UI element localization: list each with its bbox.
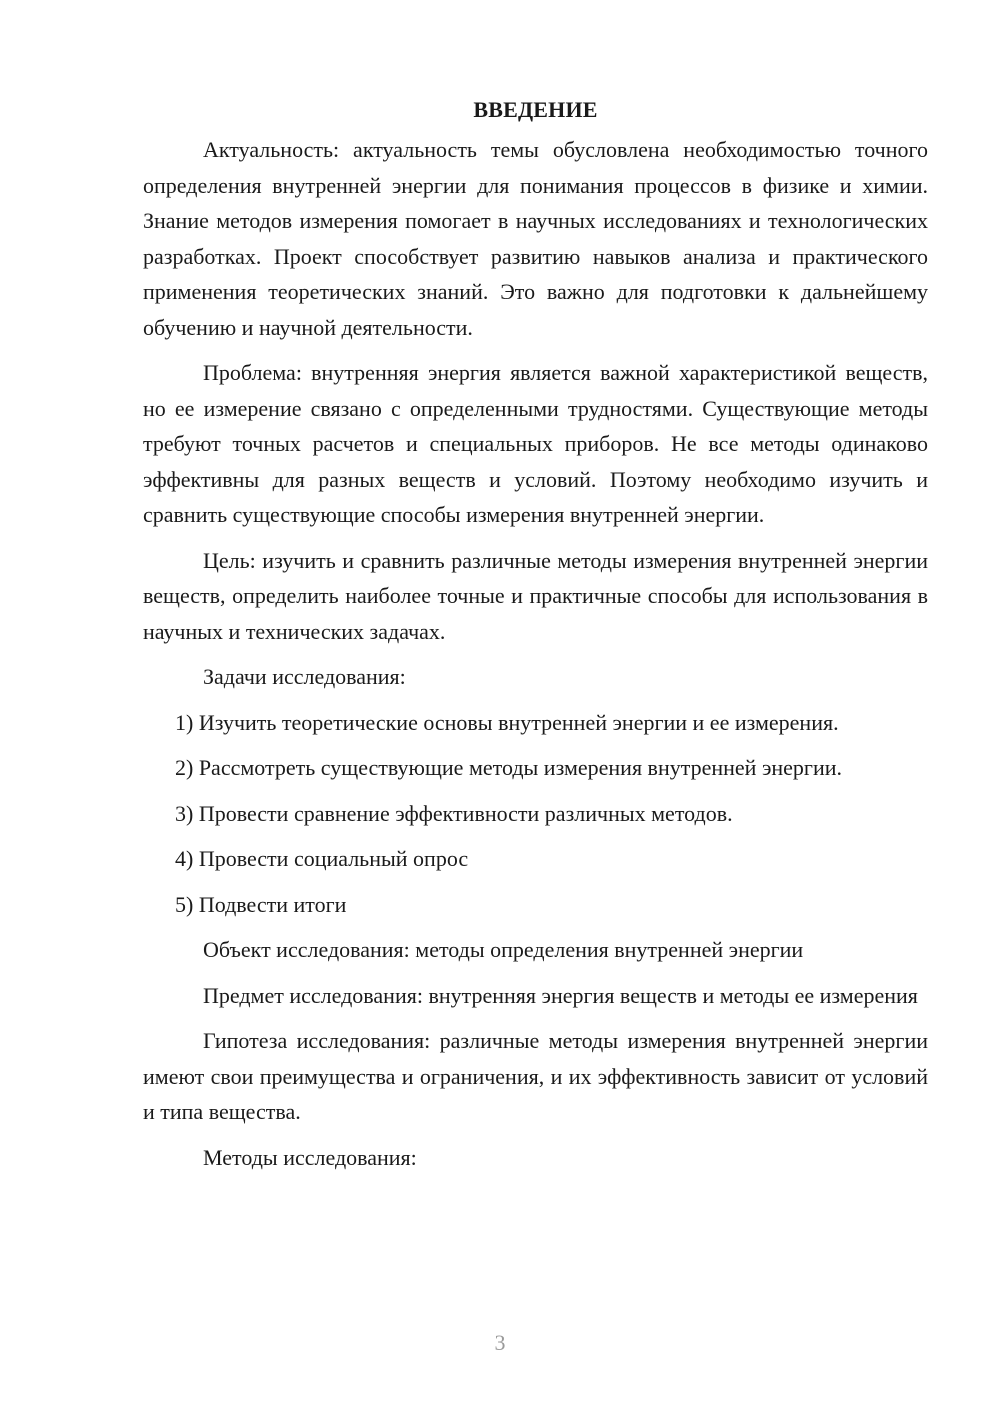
object-paragraph: Объект исследования: методы определения внутренней энергии (203, 937, 804, 962)
task-item: 5) Подвести итоги (175, 891, 347, 917)
tasks-list (143, 705, 928, 923)
problem-paragraph: Проблема: внутренняя энергия является важной характеристикой веществ, но ее измерение связано с определенными трудностями. Существующие методы требуют точных расчетов и специальных приборов. Не все методы одинаково эффективны для разных веществ и условий. Поэтому необходимо изучить и сравнить существующие способы измерения внутренней энергии. (143, 360, 928, 527)
task-item: 4) Провести социальный опрос (175, 846, 469, 871)
hypothesis-paragraph: Гипотеза исследования: различные методы измерения внутренней энергии имеют свои преимущества и ограничения, и их эффективность зависит от условий и типа вещества. (143, 1028, 928, 1124)
document-title: ВВЕДЕНИЕ (473, 97, 598, 122)
document-page (143, 92, 928, 1185)
task-item: 1) Изучить теоретические основы внутренней энергии и ее измерения. (175, 709, 839, 735)
goal-paragraph: Цель: изучить и сравнить различные методы измерения внутренней энергии веществ, определить наиболее точные и практичные способы для использования в научных и технических задачах. (143, 547, 928, 644)
relevance-paragraph: Актуальность: актуальность темы обусловлена необходимостью точного определения внутренней энергии для понимания процессов в физике и химии. Знание методов измерения помогает в научных исследованиях и технологических разработках. Проект способствует развитию навыков анализа и практического применения теоретических знаний. Это важно для подготовки к дальнейшему обучению и научной деятельности. (143, 137, 928, 340)
task-item: 3) Провести сравнение эффективности различных методов. (175, 800, 733, 826)
methods-heading: Методы исследования: (203, 1144, 417, 1170)
task-item: 2) Рассмотреть существующие методы измерения внутренней энергии. (175, 755, 843, 780)
page-number: 3 (494, 1330, 506, 1355)
tasks-heading: Задачи исследования: (203, 664, 406, 689)
subject-paragraph: Предмет исследования: внутренняя энергия веществ и методы ее измерения (203, 982, 918, 1008)
